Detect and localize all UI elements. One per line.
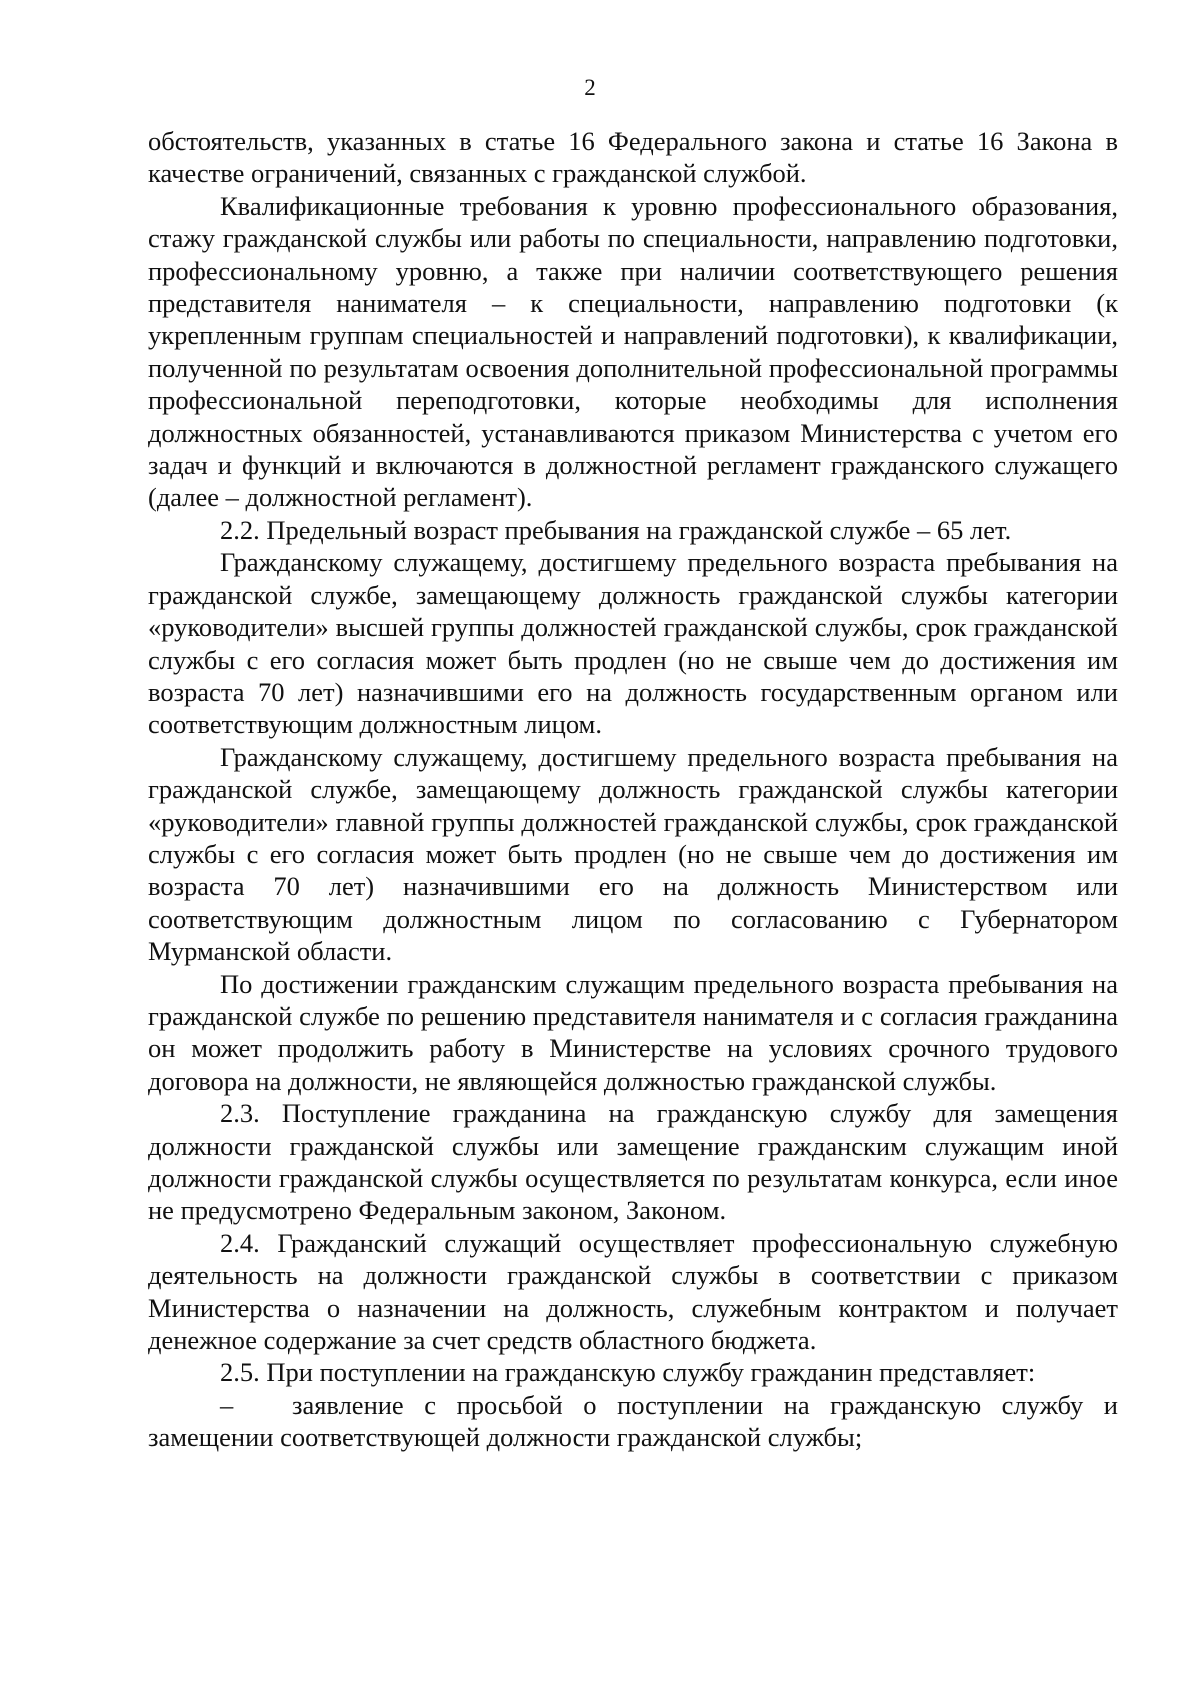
list-item-application bbox=[148, 1389, 1118, 1454]
paragraph-qualification-requirements: Квалификационные требования к уровню профессионального образования, стажу гражданской службы или работы по специальности, направлению подготовки, профессиональному уровню, а также при наличии соответствующего решения представителя нанимателя – к специальности, направлению подготовки (к укрепленным группам специальностей и направлений подготовки), к квалификации, полученной по результатам освоения дополнительной профессиональной программы профессиональной переподготовки, которые необходимы для исполнения должностных обязанностей, устанавливаются приказом Министерства с учетом его задач и функций и включаются в должностной регламент гражданского служащего (далее – должностной регламент). bbox=[148, 190, 1118, 513]
page-number: 2 bbox=[584, 75, 596, 100]
document-body bbox=[148, 125, 1118, 1454]
list-item-text: заявление с просьбой о поступлении на гражданскую службу и замещении соответствующей должности гражданской службы; bbox=[148, 1389, 1118, 1453]
paragraph-2-5-documents: 2.5. При поступлении на гражданскую службу гражданин представляет: bbox=[220, 1357, 1036, 1388]
paragraph-continuation: обстоятельств, указанных в статье 16 Федерального закона и статье 16 Закона в качестве ограничений, связанных с гражданской службой. bbox=[148, 126, 1118, 189]
list-dash-marker: – bbox=[220, 1389, 234, 1420]
paragraph-2-3-competition: 2.3. Поступление гражданина на гражданскую службу для замещения должности гражданской службы или замещение гражданским служащим иной должности гражданской службы осуществляется по результатам конкурса, если иное не предусмотрено Федеральным законом, Законом. bbox=[148, 1098, 1118, 1226]
paragraph-extension-main-group: Гражданскому служащему, достигшему предельного возраста пребывания на гражданской службе, замещающему должность гражданской службы категории «руководители» главной группы должностей гражданской службы, срок гражданской службы с его согласия может быть продлен (но не свыше чем до достижения им возраста 70 лет) назначившими его на должность Министерством или соответствующим должностным лицом по согласованию с Губернатором Мурманской области. bbox=[148, 741, 1118, 967]
paragraph-2-4-service-activity: 2.4. Гражданский служащий осуществляет профессиональную служебную деятельность на должности гражданской службы в соответствии с приказом Министерства о назначении на должность, служебным контрактом и получает денежное содержание за счет средств областного бюджета. bbox=[148, 1227, 1118, 1356]
paragraph-fixed-term-contract: По достижении гражданским служащим предельного возраста пребывания на гражданской службе по решению представителя нанимателя и с согласия гражданина он может продолжить работу в Министерстве на условиях срочного трудового договора на должности, не являющейся должностью гражданской службы. bbox=[148, 968, 1118, 1096]
paragraph-2-2-age-limit: 2.2. Предельный возраст пребывания на гражданской службе – 65 лет. bbox=[220, 514, 1012, 545]
paragraph-extension-higher-group: Гражданскому служащему, достигшему предельного возраста пребывания на гражданской службе, замещающему должность гражданской службы категории «руководители» высшей группы должностей гражданской службы, срок гражданской службы с его согласия может быть продлен (но не свыше чем до достижения им возраста 70 лет) назначившими его на должность государственным органом или соответствующим должностным лицом. bbox=[148, 547, 1118, 740]
